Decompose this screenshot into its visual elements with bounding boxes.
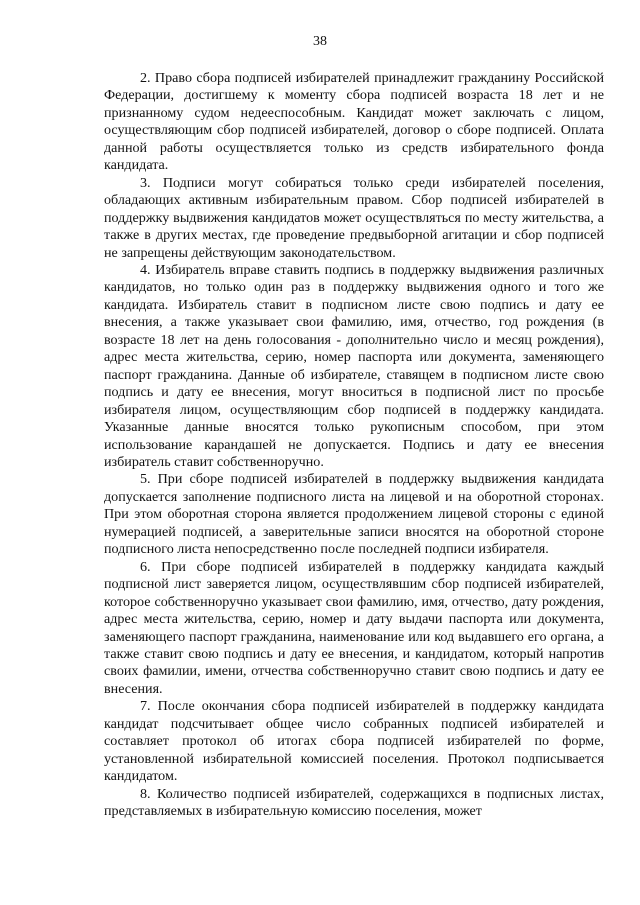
- paragraph-5: 5. При сборе подписей избирателей в поддержку выдвижения кандидата допускается заполнение подписного листа на лицевой и на оборотной сторонах. При этом оборотная сторона является продолжением лицевой стороны с единой нумерацией подписей, а заверительные записи вносятся на оборотной стороне подписного листа непосредственно после последней подписи избирателя.: [104, 471, 604, 558]
- paragraph-2: 2. Право сбора подписей избирателей принадлежит гражданину Российской Федерации, достигшему к моменту сбора подписей возраста 18 лет и не признанному судом недееспособным. Кандидат может заключать с лицом, осуществляющим сбор подписей избирателей, договор о сборе подписей. Оплата данной работы осуществляется только из средств избирательного фонда кандидата.: [104, 70, 604, 174]
- paragraph-8: 8. Количество подписей избирателей, содержащихся в подписных листах, представляемых в избирательную комиссию поселения, может: [104, 785, 604, 820]
- paragraph-3: 3. Подписи могут собираться только среди избирателей поселения, обладающих активным избирательным правом. Сбор подписей избирателей в поддержку выдвижения кандидатов может осуществляться по месту жительства, а также в других местах, где проведение предвыборной агитации и сбор подписей не запрещены действующим законодательством.: [104, 174, 604, 261]
- paragraph-6: 6. При сборе подписей избирателей в поддержку кандидата каждый подписной лист заверяется лицом, осуществлявшим сбор подписей избирателей, которое собственноручно указывает свои фамилию, имя, отчество, дату рождения, адрес места жительства, серию, номер и дату выдачи паспорта или документа, заменяющего паспорт гражданина, наименование или код выдавшего его органа, а также ставит свою подпись и дату ее внесения, и кандидатом, который напротив своих фамилии, имени, отчества собственноручно ставит свою подпись и дату ее внесения.: [104, 558, 604, 697]
- paragraph-7: 7. После окончания сбора подписей избирателей в поддержку кандидата кандидат подсчитывает общее число собранных подписей избирателей и составляет протокол об итогах сбора подписей избирателей по форме, установленной избирательной комиссией поселения. Протокол подписывается кандидатом.: [104, 698, 604, 785]
- paragraph-4: 4. Избиратель вправе ставить подпись в поддержку выдвижения различных кандидатов, но только один раз в поддержку выдвижения одного и того же кандидата. Избиратель ставит в подписном листе свою подпись и дату ее внесения, а также указывает свои фамилию, имя, отчество, год рождения (в возрасте 18 лет на день голосования - дополнительно число и месяц рождения), адрес места жительства, серию, номер паспорта или документа, заменяющего паспорт гражданина. Данные об избирателе, ставящем в подписном листе свою подпись и дату ее внесения, могут вноситься в подписной лист по просьбе избирателя лицом, осуществляющим сбор подписей в поддержку кандидата. Указанные данные вносятся только рукописным способом, при этом использование карандашей не допускается. Подпись и дату ее внесения избиратель ставит собственноручно.: [104, 261, 604, 470]
- page-number: 38: [313, 34, 327, 49]
- document-body: [104, 70, 604, 820]
